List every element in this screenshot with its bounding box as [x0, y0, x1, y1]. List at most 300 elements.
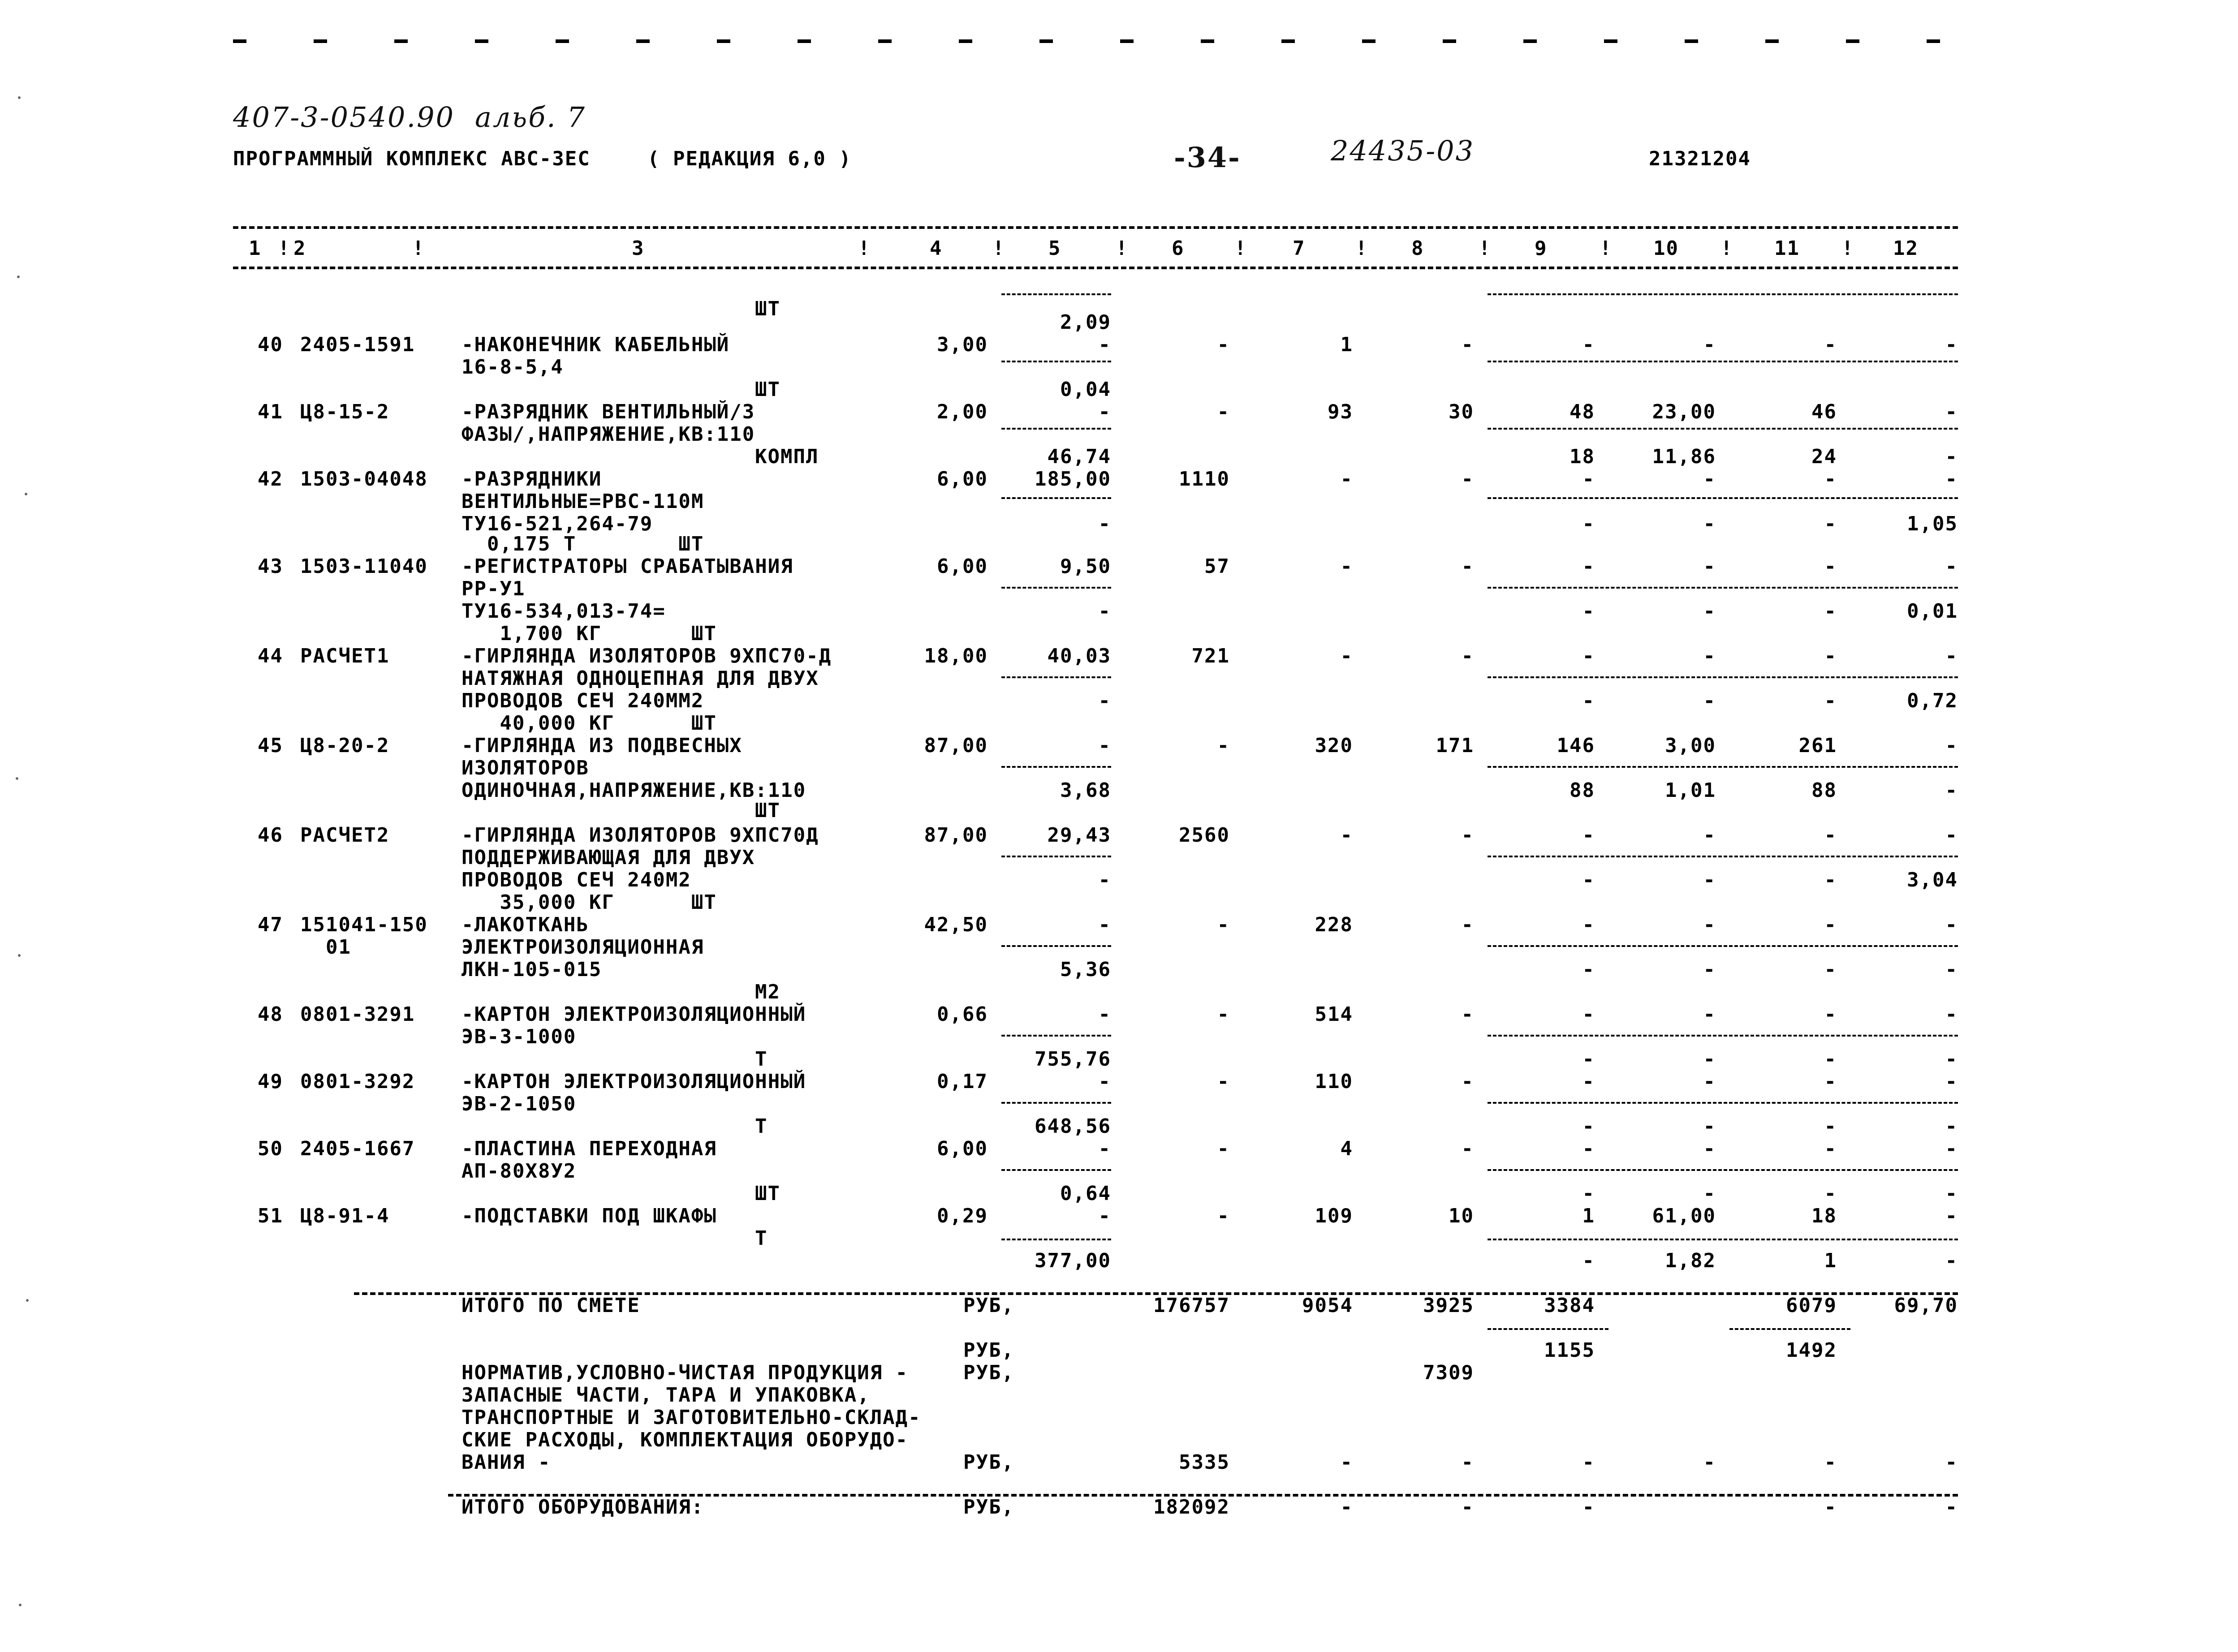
- cell-c6: 1110: [1179, 468, 1230, 490]
- cell-c12: -: [1945, 1070, 1958, 1093]
- cell-c9: -: [1582, 958, 1595, 981]
- item-description: ИЗОЛЯТОРОВ: [461, 757, 589, 779]
- column-header-9: 9: [1535, 237, 1548, 260]
- item-description: ЛКН-105-015: [461, 958, 602, 981]
- cell-divider: [1488, 1239, 1958, 1240]
- cell-c10: 1,82: [1665, 1249, 1716, 1272]
- cell-c5: -: [1098, 600, 1111, 623]
- cell-c10: -: [1703, 1003, 1716, 1026]
- resource-code: 2405-1591: [300, 333, 415, 356]
- column-header-8: 8: [1411, 237, 1424, 260]
- summary-label: ВАНИЯ -: [461, 1451, 551, 1474]
- cell-c12: -: [1945, 913, 1958, 936]
- column-header-5: 5: [1048, 237, 1061, 260]
- cell-c8: 10: [1449, 1205, 1474, 1227]
- item-description: ШТ: [755, 378, 780, 401]
- summary-cell-c8: 7309: [1423, 1361, 1474, 1384]
- summary-cell-c6: 176757: [1153, 1294, 1230, 1317]
- cell-c11: -: [1824, 1182, 1837, 1205]
- column-header-6: 6: [1172, 237, 1185, 260]
- cell-c9: -: [1582, 1249, 1595, 1272]
- cell-c9: -: [1582, 1070, 1595, 1093]
- cell-c9: -: [1582, 468, 1595, 490]
- item-description: -ПОДСТАВКИ ПОД ШКАФЫ: [461, 1205, 717, 1227]
- cell-c8: -: [1461, 1137, 1474, 1160]
- cell-c12: 0,72: [1907, 689, 1958, 712]
- cell-c11: 18: [1811, 1205, 1837, 1227]
- resource-code: Ц8-20-2: [300, 734, 390, 757]
- row-number: 49: [258, 1070, 283, 1093]
- cell-c5: 40,03: [1047, 645, 1111, 667]
- cell-c6: 57: [1204, 555, 1230, 578]
- cell-c11: -: [1824, 1048, 1837, 1071]
- item-description: РР-У1: [461, 577, 526, 600]
- item-description: Т: [755, 1048, 768, 1071]
- cell-divider: [1488, 1169, 1958, 1171]
- cell-c6: -: [1217, 1003, 1230, 1026]
- cell-divider: [1001, 428, 1111, 430]
- cell-c9: -: [1582, 913, 1595, 936]
- cell-c5: -: [1098, 734, 1111, 757]
- cell-c10: -: [1703, 333, 1716, 356]
- column-header-3: 3: [632, 237, 645, 260]
- cell-divider: [1488, 1035, 1958, 1037]
- cell-c9: -: [1582, 333, 1595, 356]
- cell-divider: [1488, 676, 1958, 678]
- document-code-handwritten: 407-3-0540.90: [233, 101, 455, 133]
- resource-code: Ц8-15-2: [300, 400, 390, 423]
- cell-c8: -: [1461, 913, 1474, 936]
- resource-code: 0801-3292: [300, 1070, 415, 1093]
- column-separator: !: [1234, 237, 1247, 260]
- summary-label: ЗАПАСНЫЕ ЧАСТИ, ТАРА И УПАКОВКА,: [461, 1384, 870, 1407]
- cell-c12: -: [1945, 1137, 1958, 1160]
- summary-label: ИТОГО ОБОРУДОВАНИЯ:: [461, 1496, 704, 1519]
- scan-speck: [26, 1299, 29, 1302]
- item-description: -РАЗРЯДНИК ВЕНТИЛЬНЫЙ/3: [461, 400, 755, 423]
- cell-c4: 87,00: [924, 824, 988, 847]
- cell-c7: 228: [1315, 913, 1353, 936]
- cell-c7: -: [1340, 468, 1353, 490]
- scan-speck: [19, 1604, 22, 1606]
- item-description: -ЛАКОТКАНЬ: [461, 913, 589, 936]
- cell-c5: -: [1098, 869, 1111, 891]
- column-separator: !: [1600, 237, 1613, 260]
- summary-cell-c6: 182092: [1153, 1496, 1230, 1519]
- cell-c9: -: [1582, 1115, 1595, 1138]
- cell-c11: 46: [1811, 400, 1837, 423]
- summary-label: СКИЕ РАСХОДЫ, КОМПЛЕКТАЦИЯ ОБОРУДО-: [461, 1428, 909, 1451]
- cell-c5: 185,00: [1035, 468, 1111, 490]
- cell-c12: -: [1945, 1249, 1958, 1272]
- cell-divider: [1488, 497, 1958, 499]
- cell-divider: [1488, 293, 1958, 295]
- cell-c8: -: [1461, 824, 1474, 847]
- cell-c11: -: [1824, 913, 1837, 936]
- cell-c12: -: [1945, 1182, 1958, 1205]
- row-number: 47: [258, 913, 283, 936]
- item-description: ПРОВОДОВ СЕЧ 240М2: [461, 869, 691, 891]
- summary-cell-c7: -: [1340, 1451, 1353, 1474]
- cell-c10: -: [1703, 869, 1716, 891]
- cell-c11: 261: [1798, 734, 1837, 757]
- scan-speck: [18, 954, 21, 957]
- cell-c9: -: [1582, 512, 1595, 535]
- cell-c5: -: [1098, 512, 1111, 535]
- cell-c5: -: [1098, 400, 1111, 423]
- cell-c9: 48: [1570, 400, 1595, 423]
- cell-c10: -: [1703, 824, 1716, 847]
- cell-c11: -: [1824, 1070, 1837, 1093]
- item-description: НАТЯЖНАЯ ОДНОЦЕПНАЯ ДЛЯ ДВУХ: [461, 667, 819, 690]
- cell-c10: 3,00: [1665, 734, 1716, 757]
- item-description: ЭВ-3-1000: [461, 1025, 577, 1048]
- item-description: АП-80Х8У2: [461, 1160, 577, 1183]
- summary-cell-c7: -: [1340, 1496, 1353, 1519]
- cell-c8: 30: [1449, 400, 1474, 423]
- item-description: 35,000 КГ ШТ: [461, 891, 717, 914]
- code-number: 21321204: [1649, 147, 1751, 170]
- cell-c10: -: [1703, 645, 1716, 667]
- cell-c8: 171: [1436, 734, 1474, 757]
- item-description: 40,000 КГ ШТ: [461, 712, 717, 735]
- item-description: ШТ: [755, 799, 780, 822]
- resource-code: 151041-150: [300, 913, 428, 936]
- item-description: М2: [755, 981, 780, 1003]
- cell-c4: 18,00: [924, 645, 988, 667]
- row-number: 44: [258, 645, 283, 667]
- cell-c6: -: [1217, 913, 1230, 936]
- item-description: -РЕГИСТРАТОРЫ СРАБАТЫВАНИЯ: [461, 555, 793, 578]
- summary-label: ИТОГО ПО СМЕТЕ: [461, 1294, 640, 1317]
- item-description: КОМПЛ: [755, 445, 819, 468]
- cell-c12: 1,05: [1907, 512, 1958, 535]
- summary-cell-c9: 1155: [1544, 1339, 1595, 1362]
- cell-c4: 6,00: [937, 1137, 988, 1160]
- item-description: -ГИРЛЯНДА ИЗОЛЯТОРОВ 9ХПС70Д: [461, 824, 819, 847]
- row-number: 48: [258, 1003, 283, 1026]
- summary-cell-c11: 1492: [1786, 1339, 1837, 1362]
- column-header-12: 12: [1893, 237, 1919, 260]
- cell-c5: 29,43: [1047, 824, 1111, 847]
- cell-c8: -: [1461, 468, 1474, 490]
- summary-cell-c11: 6079: [1786, 1294, 1837, 1317]
- cell-c7: -: [1340, 824, 1353, 847]
- column-separator: !: [858, 237, 871, 260]
- cell-c10: 61,00: [1652, 1205, 1716, 1227]
- column-header-11: 11: [1774, 237, 1800, 260]
- column-header-4: 4: [930, 237, 943, 260]
- item-description: ПОДДЕРЖИВАЮЩАЯ ДЛЯ ДВУХ: [461, 846, 755, 869]
- scan-speck: [17, 275, 20, 278]
- item-description: 0,175 Т ШТ: [461, 533, 704, 555]
- column-header-1: 1: [249, 237, 262, 260]
- cell-c10: 23,00: [1652, 400, 1716, 423]
- cell-divider: [1488, 587, 1958, 589]
- cell-c9: 1: [1582, 1205, 1595, 1227]
- item-description: -КАРТОН ЭЛЕКТРОИЗОЛЯЦИОННЫЙ: [461, 1003, 806, 1026]
- cell-c10: -: [1703, 512, 1716, 535]
- scan-speck: [25, 493, 27, 495]
- page-number: -34-: [1174, 141, 1241, 174]
- cell-divider: [1001, 1239, 1111, 1240]
- cell-divider: [1488, 856, 1958, 857]
- summary-cell-c7: 9054: [1302, 1294, 1353, 1317]
- resource-code: 01: [300, 936, 351, 959]
- row-number: 51: [258, 1205, 283, 1227]
- cell-c6: 721: [1191, 645, 1230, 667]
- cell-c9: -: [1582, 824, 1595, 847]
- cell-divider: [1001, 1169, 1111, 1171]
- cell-c4: 0,17: [937, 1070, 988, 1093]
- cell-c5: -: [1098, 1137, 1111, 1160]
- item-description: ВЕНТИЛЬНЫЕ=РВС-110М: [461, 490, 704, 513]
- cell-divider: [1001, 497, 1111, 499]
- summary-label: НОРМАТИВ,УСЛОВНО-ЧИСТАЯ ПРОДУКЦИЯ -: [461, 1361, 909, 1384]
- cell-c9: -: [1582, 600, 1595, 623]
- resource-code: 0801-3291: [300, 1003, 415, 1026]
- row-number: 41: [258, 400, 283, 423]
- summary-cell-c12: -: [1945, 1451, 1958, 1474]
- cell-c5: 0,64: [1060, 1182, 1111, 1205]
- cell-c4: 0,29: [937, 1205, 988, 1227]
- cell-c10: -: [1703, 689, 1716, 712]
- cell-c12: -: [1945, 445, 1958, 468]
- cell-divider: [1488, 428, 1958, 430]
- cell-c11: -: [1824, 333, 1837, 356]
- cell-divider: [1488, 766, 1958, 768]
- column-header-2: 2: [293, 237, 306, 260]
- cell-c5: -: [1098, 689, 1111, 712]
- cell-c9: -: [1582, 869, 1595, 891]
- cell-c4: 6,00: [937, 555, 988, 578]
- resource-code: РАСЧЕТ1: [300, 645, 390, 667]
- cell-c8: -: [1461, 555, 1474, 578]
- cell-c12: -: [1945, 400, 1958, 423]
- table-top-rule: [233, 226, 1958, 229]
- cell-c5: 648,56: [1035, 1115, 1111, 1138]
- column-separator: !: [1116, 237, 1129, 260]
- cell-c9: -: [1582, 1048, 1595, 1071]
- summary-unit: РУБ,: [963, 1339, 1014, 1362]
- cell-c12: 3,04: [1907, 869, 1958, 891]
- cell-c11: 24: [1811, 445, 1837, 468]
- cell-c12: -: [1945, 333, 1958, 356]
- cell-c9: -: [1582, 555, 1595, 578]
- item-description: -НАКОНЕЧНИК КАБЕЛЬНЫЙ: [461, 333, 730, 356]
- item-description: ЭВ-2-1050: [461, 1093, 577, 1115]
- cell-divider: [1001, 676, 1111, 678]
- row-number: 42: [258, 468, 283, 490]
- item-description: -ГИРЛЯНДА ИЗ ПОДВЕСНЫХ: [461, 734, 742, 757]
- item-description: ЭЛЕКТРОИЗОЛЯЦИОННАЯ: [461, 936, 704, 959]
- summary-label: ТРАНСПОРТНЫЕ И ЗАГОТОВИТЕЛЬНО-СКЛАД-: [461, 1406, 921, 1429]
- resource-code: 2405-1667: [300, 1137, 415, 1160]
- cell-divider: [1001, 1102, 1111, 1104]
- cell-c7: 4: [1340, 1137, 1353, 1160]
- column-header-10: 10: [1653, 237, 1679, 260]
- album-number-handwritten: альб. 7: [475, 101, 586, 133]
- summary-cell-c11: -: [1824, 1451, 1837, 1474]
- cell-c4: 2,00: [937, 400, 988, 423]
- column-separator: !: [412, 237, 425, 260]
- program-title: ПРОГРАММНЫЙ КОМПЛЕКС АВС-3ЕС: [233, 147, 591, 170]
- item-description: ШТ: [755, 1182, 780, 1205]
- column-separator: !: [1355, 237, 1368, 260]
- cell-c12: -: [1945, 1003, 1958, 1026]
- cell-c11: -: [1824, 958, 1837, 981]
- summary-cell-c11: -: [1824, 1496, 1837, 1519]
- cell-c5: -: [1098, 333, 1111, 356]
- cell-c12: -: [1945, 779, 1958, 802]
- cell-c11: -: [1824, 645, 1837, 667]
- cell-c10: -: [1703, 600, 1716, 623]
- cell-c5: -: [1098, 1003, 1111, 1026]
- cell-c10: -: [1703, 555, 1716, 578]
- cell-c12: -: [1945, 824, 1958, 847]
- cell-c4: 87,00: [924, 734, 988, 757]
- cell-c5: -: [1098, 913, 1111, 936]
- cell-c7: 1: [1340, 333, 1353, 356]
- cell-c10: -: [1703, 1137, 1716, 1160]
- cell-c12: -: [1945, 734, 1958, 757]
- cell-c7: 93: [1328, 400, 1353, 423]
- item-description: -ПЛАСТИНА ПЕРЕХОДНАЯ: [461, 1137, 717, 1160]
- cell-c10: -: [1703, 1115, 1716, 1138]
- cell-c6: -: [1217, 1137, 1230, 1160]
- summary-unit: РУБ,: [963, 1294, 1014, 1317]
- cell-c10: -: [1703, 1070, 1716, 1093]
- cell-c5: 5,36: [1060, 958, 1111, 981]
- item-description: ОДИНОЧНАЯ,НАПРЯЖЕНИЕ,КВ:110: [461, 779, 806, 802]
- cell-c5: 755,76: [1035, 1048, 1111, 1071]
- cell-c8: -: [1461, 333, 1474, 356]
- item-description: ТУ16-534,013-74=: [461, 600, 666, 623]
- scan-speck: [18, 96, 21, 99]
- summary-unit: РУБ,: [963, 1361, 1014, 1384]
- cell-c5: 2,09: [1060, 311, 1111, 334]
- cell-c6: -: [1217, 333, 1230, 356]
- summary-cell-c12: 69,70: [1894, 1294, 1958, 1317]
- cell-c12: -: [1945, 958, 1958, 981]
- resource-code: РАСЧЕТ2: [300, 824, 390, 847]
- column-separator: !: [1479, 237, 1492, 260]
- cell-c11: -: [1824, 869, 1837, 891]
- cell-c12: -: [1945, 1115, 1958, 1138]
- item-description: Т: [755, 1115, 768, 1138]
- cell-c5: 9,50: [1060, 555, 1111, 578]
- summary-unit: РУБ,: [963, 1451, 1014, 1474]
- summary-cell-c8: -: [1461, 1496, 1474, 1519]
- cell-c9: 88: [1570, 779, 1595, 802]
- cell-c5: -: [1098, 1070, 1111, 1093]
- cell-c10: -: [1703, 958, 1716, 981]
- cell-c12: -: [1945, 645, 1958, 667]
- cell-c10: -: [1703, 468, 1716, 490]
- cell-c5: 3,68: [1060, 779, 1111, 802]
- cell-c12: -: [1945, 1205, 1958, 1227]
- cell-c11: -: [1824, 1115, 1837, 1138]
- column-separator: !: [992, 237, 1005, 260]
- cell-c7: 110: [1315, 1070, 1353, 1093]
- cell-divider: [1488, 945, 1958, 947]
- cell-c4: 0,66: [937, 1003, 988, 1026]
- cell-c11: 88: [1811, 779, 1837, 802]
- cell-divider: [1001, 945, 1111, 947]
- cell-c8: -: [1461, 1070, 1474, 1093]
- cell-divider: [1001, 856, 1111, 857]
- item-description: 1,700 КГ ШТ: [461, 622, 717, 645]
- cell-c9: -: [1582, 1137, 1595, 1160]
- cell-c8: -: [1461, 645, 1474, 667]
- edition-label: ( РЕДАКЦИЯ 6,0 ): [647, 147, 852, 170]
- cell-c11: -: [1824, 1137, 1837, 1160]
- cell-c10: -: [1703, 913, 1716, 936]
- summary-cell-c9: -: [1582, 1496, 1595, 1519]
- item-description: Т: [755, 1227, 768, 1250]
- item-description: -КАРТОН ЭЛЕКТРОИЗОЛЯЦИОННЫЙ: [461, 1070, 806, 1093]
- cell-c12: -: [1945, 468, 1958, 490]
- row-number: 40: [258, 333, 283, 356]
- cell-c7: -: [1340, 555, 1353, 578]
- cell-c7: 320: [1315, 734, 1353, 757]
- cell-c9: 146: [1557, 734, 1595, 757]
- item-description: ТУ16-521,264-79: [461, 512, 653, 535]
- cell-divider: [1729, 1328, 1850, 1330]
- resource-code: 1503-11040: [300, 555, 428, 578]
- cell-divider: [1001, 293, 1111, 295]
- column-separator: !: [278, 237, 291, 260]
- cell-c11: -: [1824, 468, 1837, 490]
- cell-c11: -: [1824, 1003, 1837, 1026]
- summary-cell-c6: 5335: [1179, 1451, 1230, 1474]
- cell-c10: 11,86: [1652, 445, 1716, 468]
- cell-c11: -: [1824, 512, 1837, 535]
- cell-c9: -: [1582, 645, 1595, 667]
- cell-c7: 109: [1315, 1205, 1353, 1227]
- row-number: 45: [258, 734, 283, 757]
- cell-c4: 42,50: [924, 913, 988, 936]
- cell-c9: 18: [1570, 445, 1595, 468]
- row-number: 43: [258, 555, 283, 578]
- cell-divider: [1488, 1102, 1958, 1104]
- cell-divider: [1488, 1328, 1608, 1330]
- cell-c6: -: [1217, 1205, 1230, 1227]
- item-description: ШТ: [755, 297, 780, 320]
- summary-cell-c8: 3925: [1423, 1294, 1474, 1317]
- cell-c4: 6,00: [937, 468, 988, 490]
- row-number: 46: [258, 824, 283, 847]
- cell-divider: [1488, 361, 1958, 362]
- cell-c6: -: [1217, 734, 1230, 757]
- cell-c11: -: [1824, 824, 1837, 847]
- summary-cell-c9: -: [1582, 1451, 1595, 1474]
- resource-code: 1503-04048: [300, 468, 428, 490]
- resource-code: Ц8-91-4: [300, 1205, 390, 1227]
- cell-c12: -: [1945, 555, 1958, 578]
- cell-c11: 1: [1824, 1249, 1837, 1272]
- item-description: -РАЗРЯДНИКИ: [461, 468, 602, 490]
- cell-c6: -: [1217, 400, 1230, 423]
- cell-c12: 0,01: [1907, 600, 1958, 623]
- cell-c12: -: [1945, 1048, 1958, 1071]
- summary-cell-c12: -: [1945, 1496, 1958, 1519]
- cell-c4: 3,00: [937, 333, 988, 356]
- cell-c7: -: [1340, 645, 1353, 667]
- cell-c10: -: [1703, 1048, 1716, 1071]
- item-description: ПРОВОДОВ СЕЧ 240ММ2: [461, 689, 704, 712]
- cell-c7: 514: [1315, 1003, 1353, 1026]
